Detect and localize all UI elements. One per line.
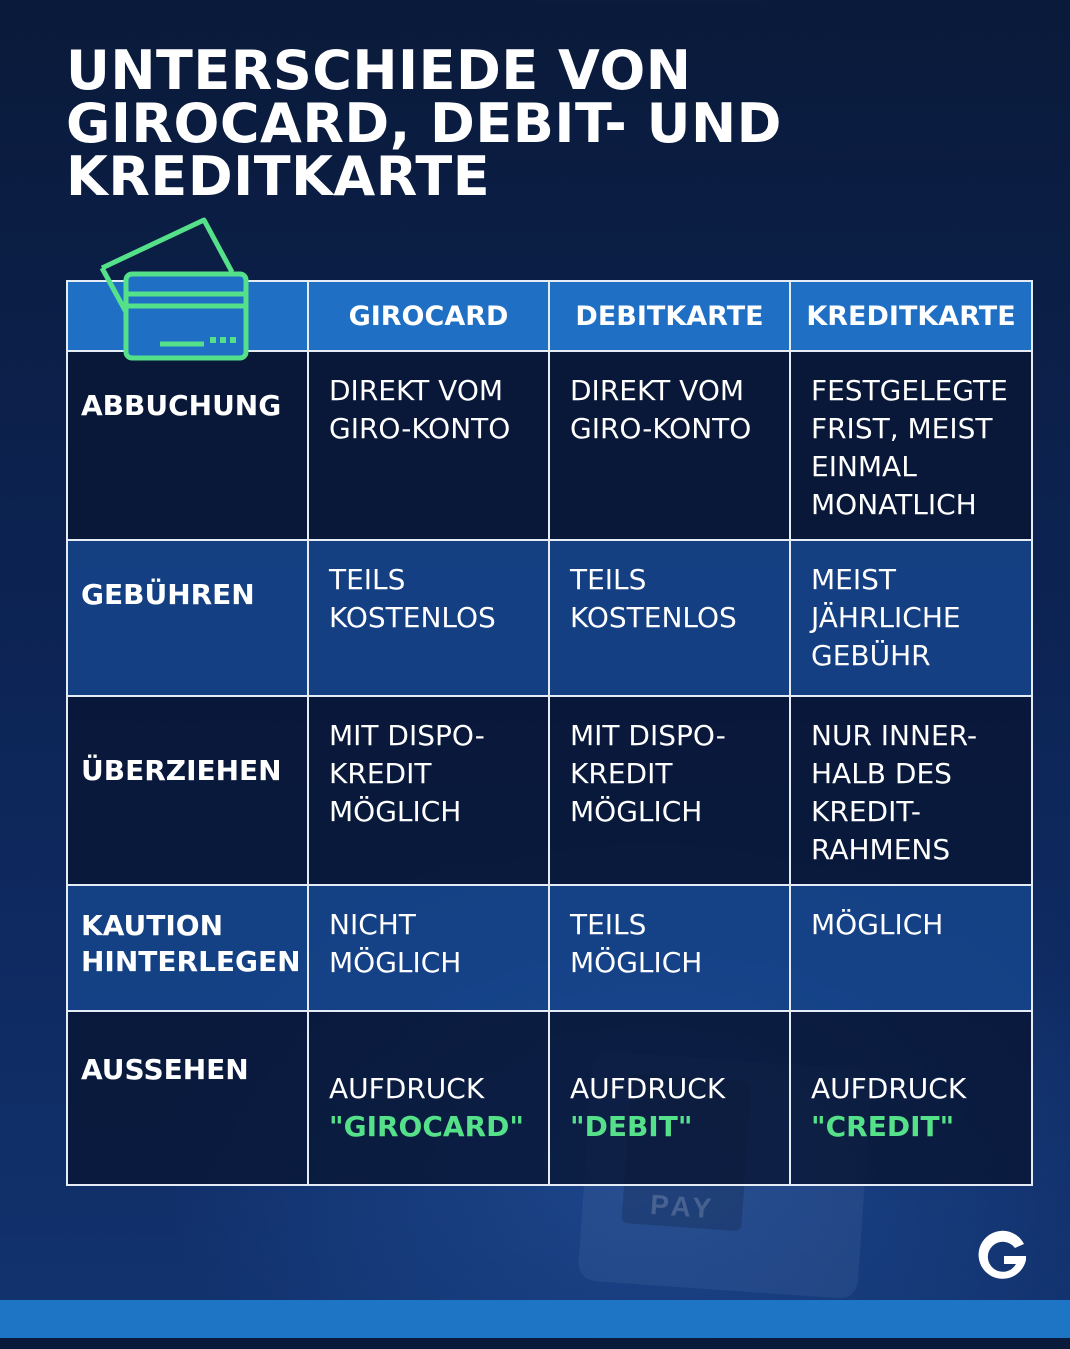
header-debitkarte: DEBITKARTE xyxy=(549,281,790,351)
table-cell: MÖGLICH xyxy=(790,885,1032,1011)
row-label: AUSSEHEN xyxy=(67,1011,308,1185)
vpay-watermark: PAY xyxy=(621,1073,751,1231)
table-row-abbuchung xyxy=(67,351,1032,540)
bottom-bar xyxy=(0,1300,1070,1338)
row-label: ABBUCHUNG xyxy=(67,351,308,540)
brand-g-logo xyxy=(972,1226,1032,1286)
table-cell xyxy=(549,1011,790,1185)
cell-text: AUFDRUCK xyxy=(570,1072,726,1105)
credit-card-icon xyxy=(96,212,256,367)
row-label: GEBÜHREN xyxy=(67,540,308,696)
page-title: UNTERSCHIEDE VON GIROCARD, DEBIT- UND KREDITKARTE xyxy=(66,39,782,208)
table-cell xyxy=(308,1011,549,1185)
table-cell: MEIST JÄHRLICHE GEBÜHR xyxy=(790,540,1032,696)
table-cell: MIT DISPO- KREDIT MÖGLICH xyxy=(549,696,790,885)
table-row-aussehen xyxy=(67,1011,1032,1185)
table-cell: TEILS MÖGLICH xyxy=(549,885,790,1011)
table-cell: DIREKT VOM GIRO-KONTO xyxy=(549,351,790,540)
table-cell: DIREKT VOM GIRO-KONTO xyxy=(308,351,549,540)
table-cell: MIT DISPO- KREDIT MÖGLICH xyxy=(308,696,549,885)
cell-text: AUFDRUCK xyxy=(811,1072,967,1105)
table-row-kaution xyxy=(67,885,1032,1011)
cell-text: AUFDRUCK xyxy=(329,1072,485,1105)
table-cell xyxy=(790,1011,1032,1185)
row-label: ÜBERZIEHEN xyxy=(67,696,308,885)
header-girocard: GIROCARD xyxy=(308,281,549,351)
highlight-text: "DEBIT" xyxy=(570,1110,693,1143)
table-cell: NUR INNER- HALB DES KREDIT- RAHMENS xyxy=(790,696,1032,885)
row-label: KAUTION HINTERLEGEN xyxy=(67,885,308,1011)
table-cell: TEILS KOSTENLOS xyxy=(308,540,549,696)
comparison-table xyxy=(66,280,1033,1186)
table-cell: NICHT MÖGLICH xyxy=(308,885,549,1011)
table-row-gebuehren xyxy=(67,540,1032,696)
table-cell: FESTGELEGTE FRIST, MEIST EINMAL MONATLICH xyxy=(790,351,1032,540)
highlight-text: "GIROCARD" xyxy=(329,1110,524,1143)
header-kreditkarte: KREDITKARTE xyxy=(790,281,1032,351)
table-cell: TEILS KOSTENLOS xyxy=(549,540,790,696)
highlight-text: "CREDIT" xyxy=(811,1110,955,1143)
table-row-ueberziehen xyxy=(67,696,1032,885)
